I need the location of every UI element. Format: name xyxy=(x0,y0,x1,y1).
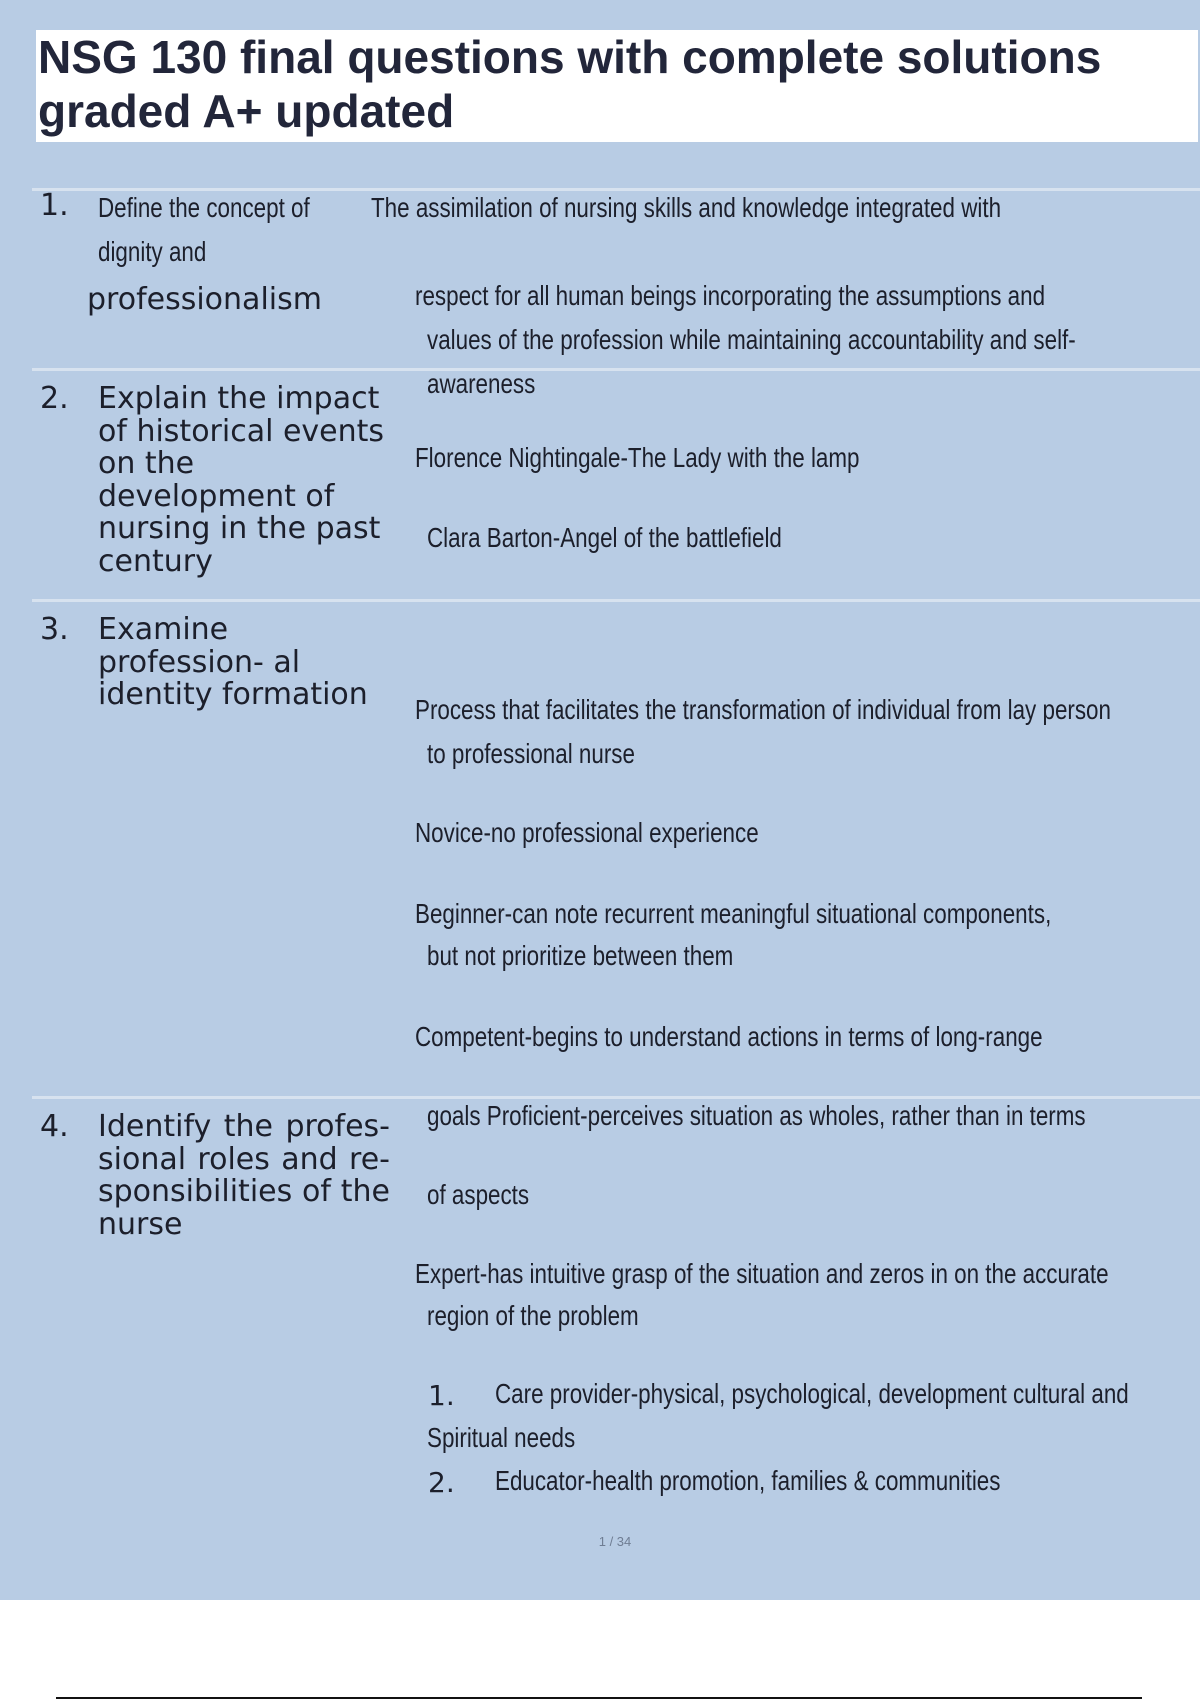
answer-line: The assimilation of nursing skills and knowledge integrated with xyxy=(371,192,1002,223)
list-number: 1. xyxy=(428,1379,455,1412)
answer-line: awareness xyxy=(427,368,536,399)
page-title: NSG 130 final questions with complete solutions graded A+ updated xyxy=(38,31,1102,137)
question-prompt: Define the concept of xyxy=(98,192,310,223)
answer-line: of aspects xyxy=(427,1179,530,1210)
question-prompt: Identify the profes- sional roles and re- sponsibilities of the nurse xyxy=(98,1109,390,1242)
question-number: 4. xyxy=(40,1109,69,1144)
answer-list-item: Educator-health promotion, families & communities xyxy=(495,1465,1001,1496)
answer-line: respect for all human beings incorporating the assumptions and xyxy=(415,280,1046,311)
question-number: 2. xyxy=(40,381,69,416)
answer-line: Beginner-can note recurrent meaningful situational components, xyxy=(415,898,1052,929)
answer-line: Competent-begins to understand actions in terms of long-range xyxy=(415,1021,1043,1052)
question-prompt: Explain the impact of historical events on the development of nursing in the past century xyxy=(98,381,385,579)
answer-line: Process that facilitates the transformation of individual from lay person xyxy=(415,694,1111,725)
question-prompt: Examine profession- al identity formation xyxy=(98,612,368,712)
question-number: 1. xyxy=(40,188,69,223)
bottom-rule xyxy=(56,1697,1142,1699)
answer-line: region of the problem xyxy=(427,1300,639,1331)
answer-line: but not prioritize between them xyxy=(427,940,734,971)
page-number: 1 / 34 xyxy=(598,1534,632,1549)
row-divider xyxy=(32,599,1200,602)
answer-line: Florence Nightingale-The Lady with the lamp xyxy=(415,442,860,473)
answer-line: Clara Barton-Angel of the battlefield xyxy=(427,522,782,553)
answer-list-item: Care provider-physical, psychological, development cultural and xyxy=(495,1378,1129,1409)
answer-line: goals Proficient-perceives situation as wholes, rather than in terms xyxy=(427,1100,1086,1131)
answer-list-item-continued: Spiritual needs xyxy=(427,1422,576,1453)
row-divider xyxy=(32,368,1200,371)
list-number: 2. xyxy=(428,1466,455,1499)
question-prompt: dignity and xyxy=(98,236,207,267)
question-prompt: professionalism xyxy=(87,282,322,317)
answer-line: values of the profession while maintaining accountability and self- xyxy=(427,324,1076,355)
answer-line: Expert-has intuitive grasp of the situation and zeros in on the accurate xyxy=(415,1258,1109,1289)
answer-line: to professional nurse xyxy=(427,738,635,769)
answer-line: Novice-no professional experience xyxy=(415,817,759,848)
question-number: 3. xyxy=(40,612,69,647)
